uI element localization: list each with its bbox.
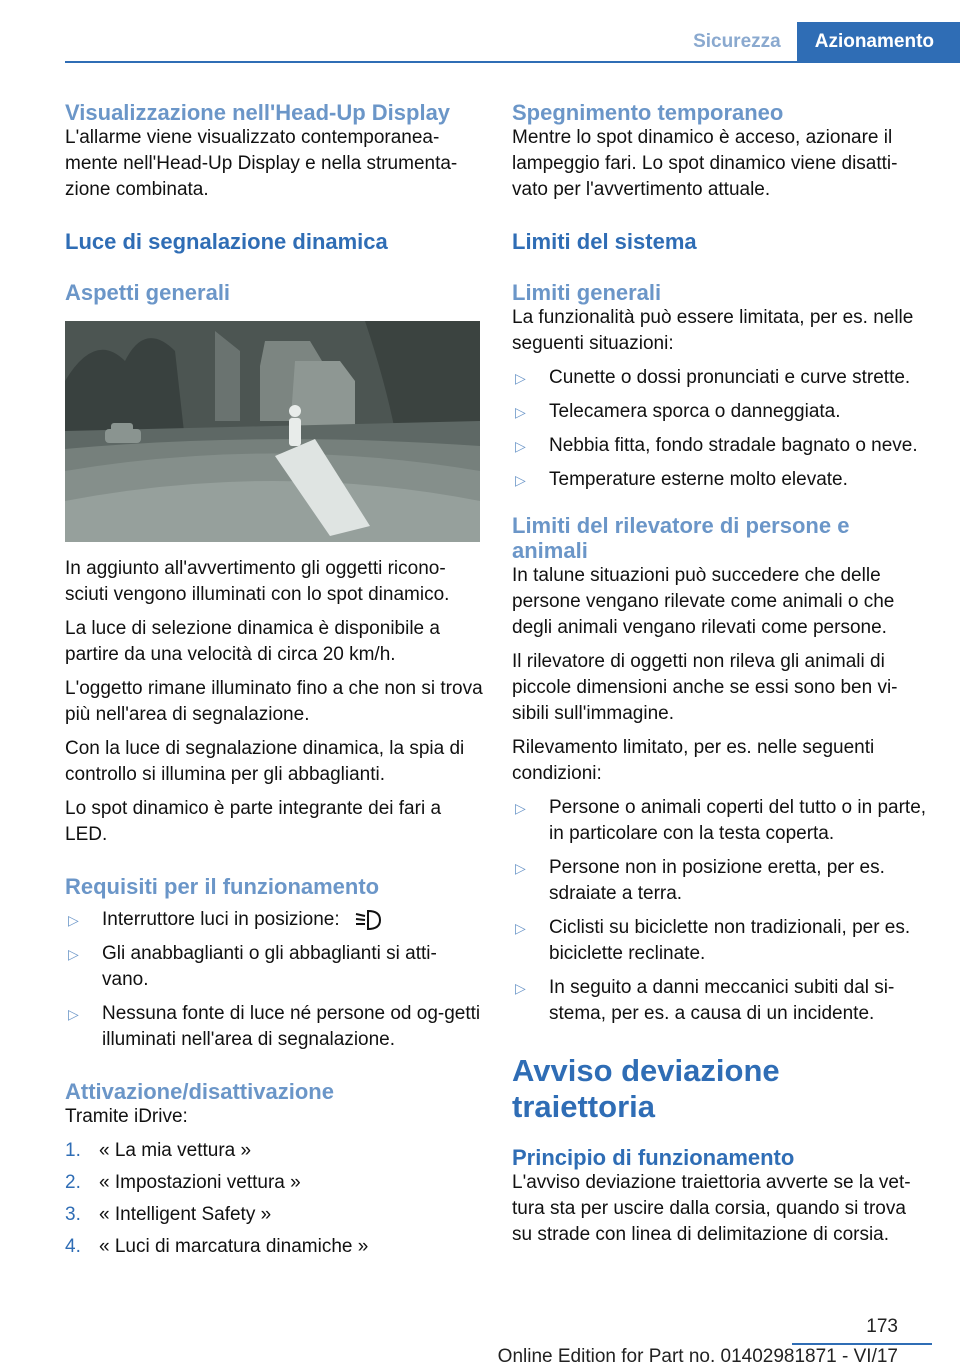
paragraph-rilevatore-2: Il rilevatore di oggetti non rileva gli animali di piccole dimensioni anche se essi sono ben vi-sibili sull'immagine.	[512, 651, 898, 724]
paragraph-spegnimento: Mentre lo spot dinamico è acceso, azionare il lampeggio fari. Lo spot dinamico viene disatti-vato per l'avvertimento attuale.	[512, 127, 898, 200]
step-item	[65, 1138, 483, 1164]
bullet-icon: ▷	[68, 946, 79, 962]
list-item	[512, 915, 930, 967]
step-item	[65, 1170, 483, 1196]
step-item	[65, 1202, 483, 1228]
heading-hud: Visualizzazione nell'Head-Up Display	[65, 100, 451, 125]
bullet-icon: ▷	[515, 920, 526, 936]
step-number: 3.	[65, 1204, 81, 1225]
list-item	[512, 399, 930, 425]
heading-requisiti: Requisiti per il funzionamento	[65, 874, 380, 899]
list-item	[512, 365, 930, 391]
list-item	[512, 795, 930, 847]
bullet-icon: ▷	[515, 370, 526, 386]
list-item-text: Cunette o dossi pronunciati e curve strette.	[549, 367, 911, 388]
list-item	[65, 1001, 483, 1053]
bullet-icon: ▷	[515, 438, 526, 454]
footer-rule	[792, 1343, 932, 1345]
heading-attivazione: Attivazione/disattivazione	[65, 1079, 334, 1104]
list-item	[512, 467, 930, 493]
bullet-icon: ▷	[515, 800, 526, 816]
paragraph-rilevatore-3: Rilevamento limitato, per es. nelle seguenti condizioni:	[512, 737, 875, 784]
step-text: « Intelligent Safety »	[99, 1204, 272, 1225]
paragraph-4: Con la luce di segnalazione dinamica, la spia di controllo si illumina per gli abbaglianti.	[65, 738, 465, 785]
paragraph-3: L'oggetto rimane illuminato fino a che non si trova più nell'area di segnalazione.	[65, 678, 483, 725]
list-item-text: Ciclisti su biciclette non tradizionali, per es. biciclette reclinate.	[549, 917, 911, 964]
tab-azionamento[interactable]: Azionamento	[797, 22, 960, 62]
bullet-icon: ▷	[515, 404, 526, 420]
step-number: 1.	[65, 1140, 81, 1161]
paragraph-1: In aggiunto all'avvertimento gli oggetti ricono-sciuti vengono illuminati con lo spot dinamico.	[65, 558, 450, 605]
paragraph-limiti-generali: La funzionalità può essere limitata, per es. nelle seguenti situazioni:	[512, 307, 914, 354]
bullet-icon: ▷	[68, 1006, 79, 1022]
heading-luce: Luce di segnalazione dinamica	[65, 229, 388, 254]
list-item	[512, 433, 930, 459]
paragraph-5: Lo spot dinamico è parte integrante dei fari a LED.	[65, 798, 442, 845]
headlight-icon	[353, 908, 383, 932]
bullet-icon: ▷	[515, 860, 526, 876]
heading-limiti-generali: Limiti generali	[512, 280, 662, 305]
step-text: « Impostazioni vettura »	[99, 1172, 301, 1193]
header-rule	[65, 61, 960, 63]
heading-aspetti: Aspetti generali	[65, 280, 231, 305]
heading-limiti: Limiti del sistema	[512, 229, 697, 254]
list-item-text: Persone o animali coperti del tutto o in parte, in particolare con la testa coperta.	[549, 797, 927, 844]
list-item-text: Gli anabbaglianti o gli abbaglianti si atti-vano.	[102, 943, 437, 990]
heading-avviso: Avviso deviazione traiettoria	[512, 1053, 780, 1124]
heading-rilevatore: Limiti del rilevatore di persone e animali	[512, 513, 850, 563]
header-tabs	[677, 22, 960, 62]
step-text: « Luci di marcatura dinamiche »	[99, 1236, 369, 1257]
bullet-icon: ▷	[515, 980, 526, 996]
paragraph-rilevatore-1: In talune situazioni può succedere che delle persone vengano rilevate come animali o che degli animali vengano rilevati come persone.	[512, 565, 895, 638]
list-item-text: Nebbia fitta, fondo stradale bagnato o neve.	[549, 435, 918, 456]
step-number: 2.	[65, 1172, 81, 1193]
heading-spegnimento: Spegnimento temporaneo	[512, 100, 784, 125]
dynamic-spotlight-illustration	[65, 321, 480, 542]
bullet-icon: ▷	[515, 472, 526, 488]
page-number: 173	[866, 1316, 898, 1337]
tab-sicurezza[interactable]: Sicurezza	[677, 22, 797, 62]
list-item	[512, 975, 930, 1027]
list-item	[65, 907, 483, 933]
heading-principio: Principio di funzionamento	[512, 1145, 795, 1170]
edition-label: Online Edition for Part no. 01402981871 - VI/17	[497, 1346, 898, 1367]
list-item	[512, 855, 930, 907]
paragraph-principio: L'avviso deviazione traiettoria avverte se la vet-tura sta per uscire dalla corsia, quando si trova su strade con linea di delimitazione di corsia.	[512, 1172, 911, 1245]
left-column	[65, 100, 483, 1260]
list-item	[65, 941, 483, 993]
list-item-text: Persone non in posizione eretta, per es. sdraiate a terra.	[549, 857, 885, 904]
list-item-text: Telecamera sporca o danneggiata.	[549, 401, 841, 422]
right-column	[512, 100, 930, 1248]
paragraph-tramite: Tramite iDrive:	[65, 1106, 188, 1127]
list-item-text: In seguito a danni meccanici subiti dal si-stema, per es. a causa di un incidente.	[549, 977, 895, 1024]
step-number: 4.	[65, 1236, 81, 1257]
step-text: « La mia vettura »	[99, 1140, 252, 1161]
step-item	[65, 1234, 483, 1260]
list-item-text: Temperature esterne molto elevate.	[549, 469, 848, 490]
list-item-text: Interruttore luci in posizione:	[102, 909, 340, 930]
paragraph-2: La luce di selezione dinamica è disponibile a partire da una velocità di circa 20 km/h.	[65, 618, 440, 665]
bullet-icon: ▷	[68, 912, 79, 928]
paragraph-hud: L'allarme viene visualizzato contemporanea-mente nell'Head-Up Display e nella strumenta-zione combinata.	[65, 127, 458, 200]
list-item-text: Nessuna fonte di luce né persone od og-getti illuminati nell'area di segnalazione.	[102, 1003, 481, 1050]
